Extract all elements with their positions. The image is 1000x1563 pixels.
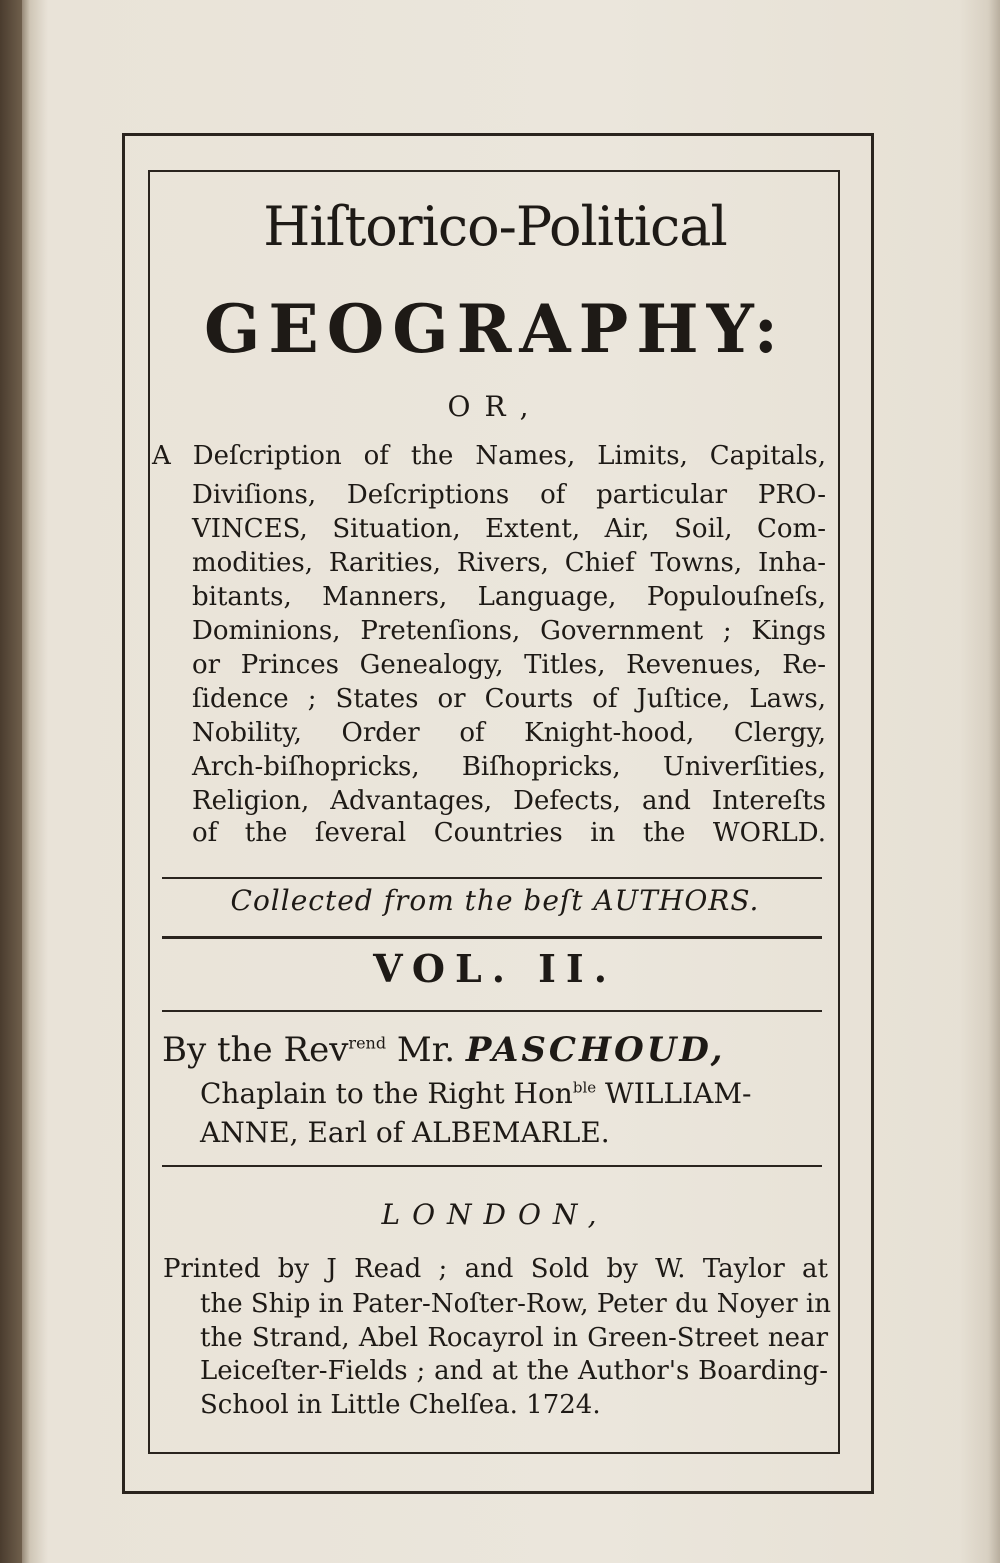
description-line: Religion, Advantages, Defects, and Intereſts <box>192 786 826 816</box>
description-line: modities, Rarities, Rivers, Chief Towns, Inha- <box>192 548 826 578</box>
title-line-1: Hiſtorico-Political <box>263 195 727 258</box>
divider <box>162 936 822 939</box>
description-line: ſidence ; States or Courts of Juſtice, Laws, <box>192 684 826 714</box>
author-line <box>162 1030 725 1070</box>
imprint-line: Leiceſter-Fields ; and at the Author's Boarding- <box>200 1356 828 1386</box>
description-line: Nobility, Order of Knight-hood, Clergy, <box>192 718 826 748</box>
author-prefix: By the Rev <box>162 1030 349 1070</box>
description-line: or Princes Genealogy, Titles, Revenues, Re- <box>192 650 826 680</box>
superscript: rend <box>348 1033 387 1053</box>
description-line: of the ſeveral Countries in the WORLD. <box>192 818 826 848</box>
description-line: bitants, Manners, Language, Populouſneſs, <box>192 582 826 612</box>
divider <box>162 1010 822 1012</box>
imprint-line: School in Little Chelſea. 1724. <box>200 1390 601 1420</box>
description-line: Dominions, Pretenſions, Government ; Kings <box>192 616 826 646</box>
author-mr: Mr. <box>386 1030 466 1070</box>
place-of-publication: LONDON, <box>381 1198 609 1231</box>
volume-label: VOL. II. <box>373 946 617 991</box>
divider <box>162 877 822 879</box>
divider <box>162 1165 822 1167</box>
patron-line: ANNE, Earl of ALBEMARLE. <box>200 1116 610 1149</box>
description-line: Diviſions, Deſcriptions of particular PRO- <box>192 480 826 510</box>
page-edge <box>960 0 1000 1563</box>
superscript: ble <box>572 1078 597 1097</box>
chaplain-text: Chaplain to the Right Hon <box>200 1077 573 1110</box>
imprint-line: the Ship in Pater-Noſter-Row, Peter du Noyer in <box>200 1289 831 1319</box>
imprint-line: Printed by J Read ; and Sold by W. Taylor at <box>163 1254 828 1284</box>
author-name: PASCHOUD, <box>465 1030 726 1070</box>
chaplain-line <box>200 1077 751 1110</box>
imprint-line: the Strand, Abel Rocayrol in Green-Street near <box>200 1323 828 1353</box>
description-line: Arch-biſhopricks, Biſhopricks, Univerſities, <box>192 752 826 782</box>
collected-text: Collected from the beſt AUTHORS. <box>230 884 760 917</box>
description-line: A Deſcription of the Names, Limits, Capitals, <box>152 441 826 471</box>
title-line-2: GEOGRAPHY: <box>204 290 786 368</box>
book-spine <box>0 0 22 1563</box>
description-line: VINCES, Situation, Extent, Air, Soil, Com- <box>192 514 826 544</box>
patron-name: WILLIAM- <box>596 1077 752 1110</box>
or-text: OR, <box>447 390 543 423</box>
